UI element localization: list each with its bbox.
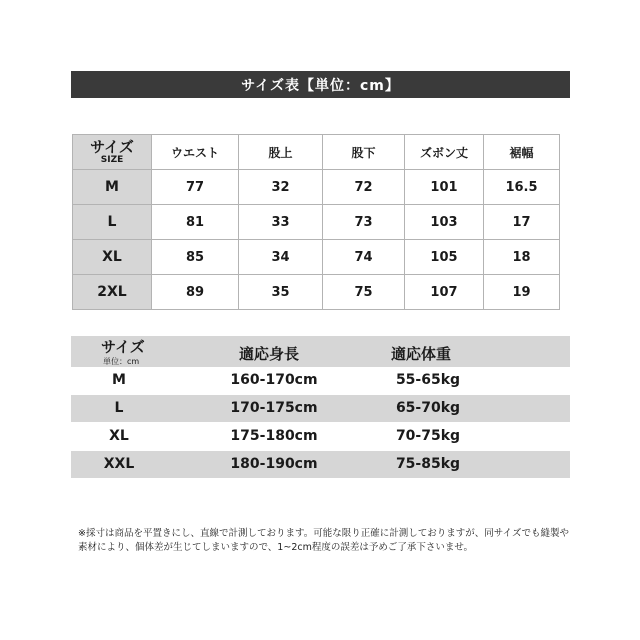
inseam-cell: 73 <box>323 205 405 240</box>
fit-height-cell: 160-170cm <box>230 372 318 388</box>
rise-cell: 33 <box>239 205 323 240</box>
hem-width-cell: 16.5 <box>484 170 560 205</box>
length-cell: 107 <box>405 275 484 310</box>
fit-unit-label: 単位：cm <box>103 357 140 366</box>
fit-height-cell: 170-175cm <box>230 400 318 416</box>
hem-width-header: 裾幅 <box>484 135 560 170</box>
inseam-cell: 72 <box>323 170 405 205</box>
table-row <box>73 170 560 205</box>
size-cell: XL <box>73 240 152 275</box>
rise-cell: 32 <box>239 170 323 205</box>
fit-size-cell: XXL <box>103 456 135 472</box>
inseam-header: 股下 <box>323 135 405 170</box>
fit-height-cell: 175-180cm <box>230 428 318 444</box>
hem-width-cell: 18 <box>484 240 560 275</box>
fit-row <box>71 367 570 394</box>
size-column-header <box>73 135 152 170</box>
fit-weight-header: 適応体重 <box>391 345 452 363</box>
rise-cell: 35 <box>239 275 323 310</box>
measurement-table <box>72 134 560 310</box>
fit-row <box>71 451 570 478</box>
size-chart-title: サイズ表【単位：cm】 <box>71 71 570 98</box>
waist-cell: 81 <box>152 205 239 240</box>
table-row <box>73 240 560 275</box>
fit-height-header: 適応身長 <box>239 345 300 363</box>
length-cell: 101 <box>405 170 484 205</box>
table-header-row <box>73 135 560 170</box>
fit-size-cell: L <box>114 400 124 416</box>
hem-width-cell: 17 <box>484 205 560 240</box>
hem-width-cell: 19 <box>484 275 560 310</box>
fit-row <box>71 423 570 450</box>
fit-height-cell: 180-190cm <box>230 456 318 472</box>
size-sublabel: SIZE <box>100 154 124 165</box>
inseam-cell: 74 <box>323 240 405 275</box>
fit-weight-cell: 55-65kg <box>395 372 461 388</box>
length-header: ズボン丈 <box>405 135 484 170</box>
fit-size-cell: XL <box>109 428 129 444</box>
length-cell: 105 <box>405 240 484 275</box>
length-cell: 103 <box>405 205 484 240</box>
table-row <box>73 205 560 240</box>
fit-size-cell: M <box>112 372 126 388</box>
waist-cell: 77 <box>152 170 239 205</box>
waist-cell: 89 <box>152 275 239 310</box>
size-label: サイズ <box>90 137 134 156</box>
size-cell: M <box>73 170 152 205</box>
fit-weight-cell: 65-70kg <box>395 400 461 416</box>
fit-table-header <box>71 336 570 367</box>
fit-row <box>71 395 570 422</box>
fit-weight-cell: 75-85kg <box>395 456 461 472</box>
size-cell: L <box>73 205 152 240</box>
waist-cell: 85 <box>152 240 239 275</box>
measurement-note: ※採寸は商品を平置きにし、直線で計測しております。可能な限り正確に計測しておりますが、同サイズでも縫製や素材により、個体差が生じてしまいますので、1~2cm程度の誤差は予めご了承下さいませ。 <box>78 528 569 553</box>
waist-header: ウエスト <box>152 135 239 170</box>
inseam-cell: 75 <box>323 275 405 310</box>
table-row <box>73 275 560 310</box>
rise-cell: 34 <box>239 240 323 275</box>
rise-header: 股上 <box>239 135 323 170</box>
fit-size-label: サイズ <box>101 338 145 356</box>
fit-weight-cell: 70-75kg <box>395 428 461 444</box>
size-cell: 2XL <box>73 275 152 310</box>
